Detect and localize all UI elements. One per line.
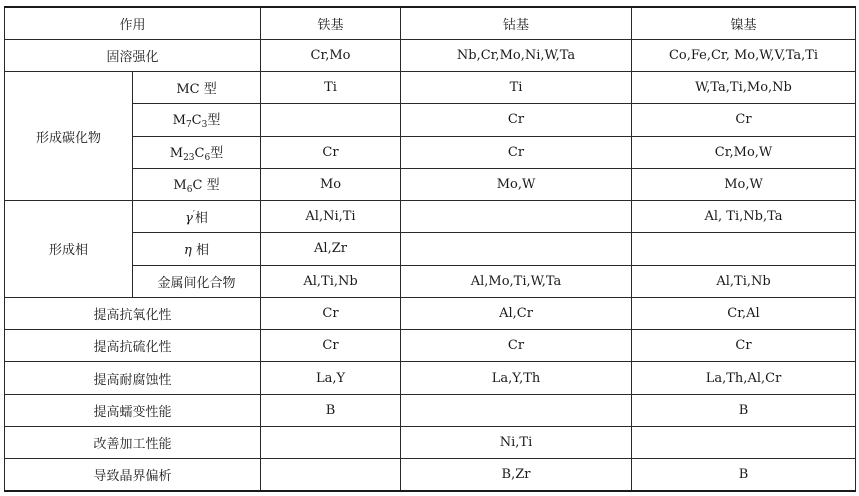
cell-nickel: Cr,Al (632, 297, 856, 329)
row-label: 改善加工性能 (5, 426, 261, 458)
cell-nickel (632, 233, 856, 265)
table-row (5, 362, 856, 394)
subtype-label: $M_7C_3$型 (133, 104, 261, 136)
table-row (5, 168, 856, 200)
cell-cobalt: Al,Cr (401, 297, 632, 329)
cell-nickel: Cr (632, 330, 856, 362)
cell-cobalt: Nb,Cr,Mo,Ni,W,Ta (401, 39, 632, 71)
cell-nickel: Al, Ti,Nb,Ta (632, 201, 856, 233)
cell-nickel: Mo,W (632, 168, 856, 200)
table-row (5, 136, 856, 168)
row-label: 提高耐腐蚀性 (5, 362, 261, 394)
cell-iron (261, 104, 401, 136)
table-row (5, 394, 856, 426)
row-label: 提高抗硫化性 (5, 330, 261, 362)
row-label: 提高抗氧化性 (5, 297, 261, 329)
cell-nickel: La,Th,Al,Cr (632, 362, 856, 394)
row-label: 导致晶界偏析 (5, 459, 261, 491)
header-cobalt: 钴基 (401, 7, 632, 39)
table-row (5, 72, 856, 104)
table-row (5, 265, 856, 297)
table-row (5, 104, 856, 136)
carbide-group-label: 形成碳化物 (5, 72, 133, 201)
subtype-label: 金属间化合物 (133, 265, 261, 297)
table-row (5, 201, 856, 233)
cell-iron: Cr,Mo (261, 39, 401, 71)
cell-nickel: Co,Fe,Cr, Mo,W,V,Ta,Ti (632, 39, 856, 71)
cell-iron: Mo (261, 168, 401, 200)
cell-iron (261, 459, 401, 491)
cell-nickel: B (632, 459, 856, 491)
cell-cobalt: Ni,Ti (401, 426, 632, 458)
cell-cobalt (401, 201, 632, 233)
cell-iron: Al,Ti,Nb (261, 265, 401, 297)
alloy-elements-table (4, 6, 856, 492)
table-row (5, 297, 856, 329)
subtype-label: MC 型 (133, 72, 261, 104)
cell-cobalt: Al,Mo,Ti,W,Ta (401, 265, 632, 297)
cell-cobalt (401, 394, 632, 426)
cell-cobalt: Mo,W (401, 168, 632, 200)
table-row (5, 233, 856, 265)
subtype-label: $M_{23}C_6$型 (133, 136, 261, 168)
table-row (5, 330, 856, 362)
subtype-label: $M_6C$ 型 (133, 168, 261, 200)
subtype-label: γ′相 (133, 201, 261, 233)
cell-nickel: Cr (632, 104, 856, 136)
row-label: 固溶强化 (5, 39, 261, 71)
cell-nickel: Al,Ti,Nb (632, 265, 856, 297)
table-row (5, 39, 856, 71)
table-row (5, 459, 856, 491)
cell-iron: Cr (261, 297, 401, 329)
cell-nickel: B (632, 394, 856, 426)
cell-iron: B (261, 394, 401, 426)
cell-nickel: W,Ta,Ti,Mo,Nb (632, 72, 856, 104)
cell-cobalt (401, 233, 632, 265)
cell-cobalt: Cr (401, 104, 632, 136)
cell-cobalt: B,Zr (401, 459, 632, 491)
phase-group-label: 形成相 (5, 201, 133, 298)
cell-cobalt: Ti (401, 72, 632, 104)
header-nickel: 镍基 (632, 7, 856, 39)
cell-cobalt: Cr (401, 330, 632, 362)
subtype-label: η 相 (133, 233, 261, 265)
cell-nickel (632, 426, 856, 458)
row-label: 提高蠕变性能 (5, 394, 261, 426)
header-role: 作用 (5, 7, 261, 39)
cell-iron (261, 426, 401, 458)
cell-nickel: Cr,Mo,W (632, 136, 856, 168)
cell-iron: Cr (261, 136, 401, 168)
cell-iron: Cr (261, 330, 401, 362)
cell-iron: Al,Ni,Ti (261, 201, 401, 233)
header-iron: 铁基 (261, 7, 401, 39)
cell-cobalt: Cr (401, 136, 632, 168)
cell-cobalt: La,Y,Th (401, 362, 632, 394)
table-row (5, 426, 856, 458)
cell-iron: Al,Zr (261, 233, 401, 265)
header-row (5, 7, 856, 39)
cell-iron: La,Y (261, 362, 401, 394)
cell-iron: Ti (261, 72, 401, 104)
